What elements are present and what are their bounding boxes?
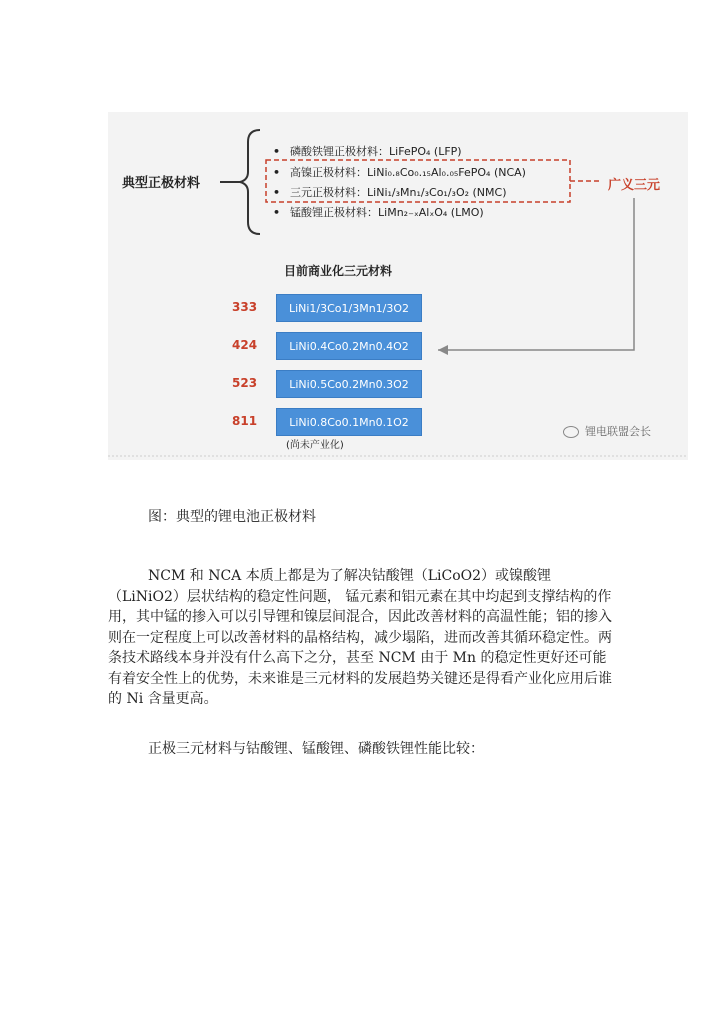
- body-paragraph: [108, 566, 616, 710]
- code-333: 333: [232, 300, 258, 314]
- code-523: 523: [232, 376, 258, 390]
- material-item-lfp: • 磷酸铁锂正极材料：LiFePO₄ (LFP): [273, 143, 462, 159]
- commercial-ternary-title: 目前商业化三元材料: [284, 264, 393, 278]
- broad-ternary-label: 广义三元: [608, 178, 661, 193]
- section-heading: 正极三元材料与钴酸锂、锰酸锂、磷酸铁锂性能比较：: [148, 741, 484, 757]
- cathode-materials-figure: [108, 112, 688, 460]
- not-industrialized-note: (尚未产业化): [286, 440, 344, 451]
- wechat-icon: [563, 426, 579, 438]
- formula-bar-424: LiNi0.4Co0.2Mn0.4O2: [276, 332, 422, 360]
- formula-bar-523: LiNi0.5Co0.2Mn0.3O2: [276, 370, 422, 398]
- material-item-nmc: • 三元正极材料：LiNi₁/₃Mn₁/₃Co₁/₃O₂ (NMC): [273, 184, 507, 200]
- formula-bar-811: LiNi0.8Co0.1Mn0.1O2: [276, 408, 422, 436]
- code-424: 424: [232, 338, 258, 352]
- paragraph-text: NCM 和 NCA 本质上都是为了解决钴酸锂（LiCoO2）或镍酸锂（LiNiO2）层状结构的稳定性问题， 锰元素和铝元素在其中均起到支撑结构的作用，其中锰的掺入可以引导锂和镍层间混合，因此改善材料的高温性能；铝的掺入则在一定程度上可以改善材料的晶格结构，减少塌陷，进而改善其循环稳定性。两条技术路线本身并没有什么高下之分，甚至 NCM 由于 Mn 的稳定性更好还可能有着安全性上的优势，未来谁是三元材料的发展趋势关键还是得看产业化应用后谁的 Ni 含量更高。: [108, 568, 612, 707]
- material-item-nca: • 高镍正极材料：LiNi₀.₈Co₀.₁₅Al₀.₀₅FePO₄ (NCA): [273, 164, 526, 180]
- watermark-text: 锂电联盟会长: [585, 425, 651, 438]
- figure-main-label: 典型正极材料: [122, 176, 201, 191]
- formula-bar-333: LiNi1/3Co1/3Mn1/3O2: [276, 294, 422, 322]
- figure-caption: 图：典型的锂电池正极材料: [148, 509, 316, 525]
- watermark: [563, 423, 651, 439]
- code-811: 811: [232, 414, 258, 428]
- material-item-lmo: • 锰酸锂正极材料：LiMn₂₋ₓAlₓO₄ (LMO): [273, 204, 484, 220]
